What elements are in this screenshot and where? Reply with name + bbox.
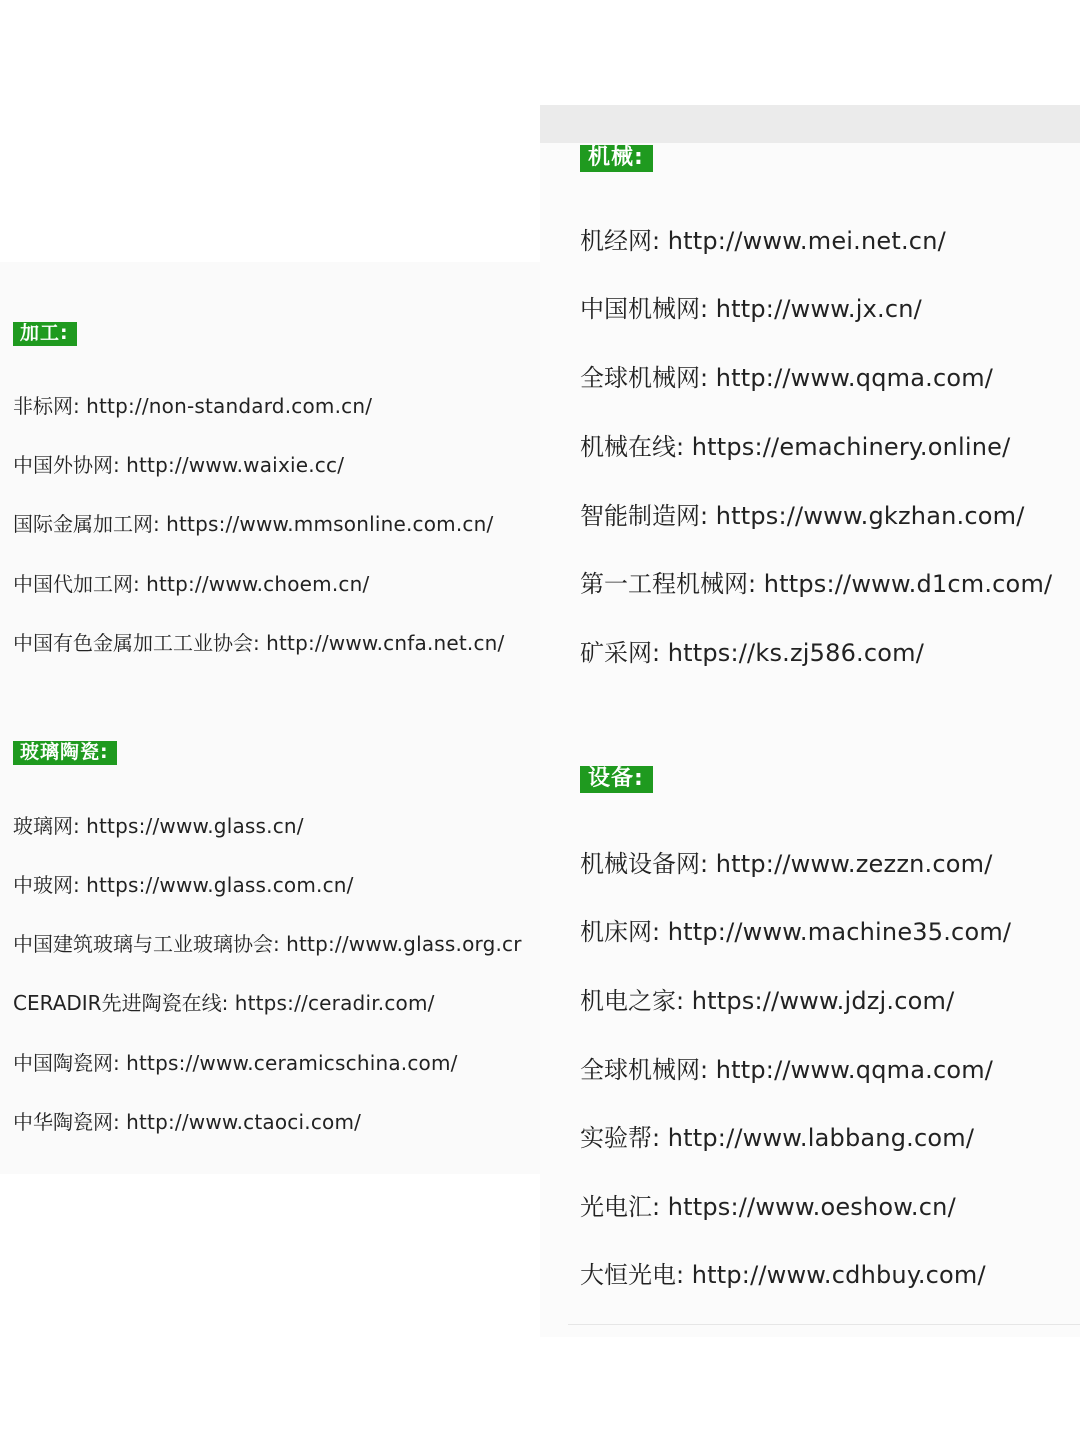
separator: : [113,1110,127,1134]
site-name: 中国外协网 [13,453,113,477]
site-url[interactable]: http://www.qqma.com/ [715,1056,994,1084]
site-url[interactable]: https://ceradir.com/ [234,991,435,1015]
site-name: 非标网 [13,394,73,418]
site-url[interactable]: http://www.cdhbuy.com/ [691,1261,986,1289]
site-url[interactable]: https://www.mmsonline.com.cn/ [166,512,494,536]
site-name: 实验帮 [580,1124,652,1152]
site-url[interactable]: https://www.ceramicschina.com/ [126,1051,458,1075]
site-url[interactable]: http://non-standard.com.cn/ [86,394,373,418]
heading-glass-ceramics: 玻璃陶瓷: [13,741,117,765]
site-name: 国际金属加工网 [13,512,153,536]
bottom-divider [568,1324,1080,1325]
site-name: 中华陶瓷网 [13,1110,113,1134]
site-url[interactable]: https://www.glass.com.cn/ [86,873,354,897]
list-item [13,993,435,1013]
separator: : [700,502,716,530]
site-url[interactable]: http://www.ctaoci.com/ [126,1110,362,1134]
list-item [13,455,344,475]
site-url[interactable]: https://emachinery.online/ [691,433,1011,461]
heading-processing: 加工: [13,322,77,346]
separator: : [748,570,764,598]
site-name: 中国机械网 [580,295,700,323]
list-item [580,366,993,390]
separator: : [676,433,692,461]
site-name: 机电之家 [580,987,676,1015]
site-url[interactable]: http://www.zezzn.com/ [715,850,993,878]
site-name: 矿采网 [580,639,652,667]
separator: : [133,572,147,596]
separator: : [700,850,716,878]
list-item [580,1263,986,1287]
list-item [13,514,493,534]
site-url[interactable]: https://ks.zj586.com/ [667,639,925,667]
list-item [13,396,372,416]
list-item [13,1053,458,1073]
site-name: 中国建筑玻璃与工业玻璃协会 [13,932,273,956]
separator: : [700,1056,716,1084]
separator: : [676,987,692,1015]
list-item [13,934,522,954]
site-url[interactable]: https://www.oeshow.cn/ [667,1193,956,1221]
list-item [580,297,922,321]
separator: : [113,1051,127,1075]
list-item [580,504,1025,528]
separator: : [73,814,87,838]
list-item [580,1058,993,1082]
site-name: 大恒光电 [580,1261,676,1289]
site-url[interactable]: http://www.machine35.com/ [667,918,1012,946]
site-name: 第一工程机械网 [580,570,748,598]
list-item [13,816,304,836]
separator: : [676,1261,692,1289]
site-url[interactable]: http://www.qqma.com/ [715,364,994,392]
list-item [580,435,1010,459]
site-name: 光电汇 [580,1193,652,1221]
separator: : [652,227,668,255]
site-url[interactable]: http://www.mei.net.cn/ [667,227,946,255]
site-name: 机床网 [580,918,652,946]
site-name: 中国代加工网 [13,572,133,596]
separator: : [652,639,668,667]
site-name: 机械设备网 [580,850,700,878]
list-item [580,229,946,253]
site-name: 玻璃网 [13,814,73,838]
list-item [580,920,1011,944]
site-name: 中国有色金属加工工业协会 [13,631,253,655]
separator: : [652,1124,668,1152]
list-item [13,875,354,895]
list-item [580,852,993,876]
site-url[interactable]: http://www.glass.org.cr [286,932,522,956]
site-url[interactable]: https://www.glass.cn/ [86,814,304,838]
site-name: 中玻网 [13,873,73,897]
site-name: 全球机械网 [580,1056,700,1084]
separator: : [73,394,87,418]
site-url[interactable]: https://www.jdzj.com/ [691,987,955,1015]
list-item [580,1126,974,1150]
list-item [13,633,505,653]
site-name: 中国陶瓷网 [13,1051,113,1075]
site-url[interactable]: https://www.d1cm.com/ [763,570,1053,598]
site-url[interactable]: https://www.gkzhan.com/ [715,502,1025,530]
separator: : [113,453,127,477]
list-item [580,989,954,1013]
site-name: CERADIR先进陶瓷在线 [13,991,222,1015]
right-panel [540,105,1080,1337]
site-name: 智能制造网 [580,502,700,530]
separator: : [652,1193,668,1221]
site-url[interactable]: http://www.jx.cn/ [715,295,922,323]
separator: : [700,364,716,392]
top-bar [540,105,1080,143]
separator: : [221,991,235,1015]
list-item [580,641,924,665]
site-url[interactable]: http://www.labbang.com/ [667,1124,975,1152]
site-name: 机械在线 [580,433,676,461]
separator: : [273,932,287,956]
separator: : [73,873,87,897]
separator: : [153,512,167,536]
site-name: 机经网 [580,227,652,255]
heading-machinery: 机械: [580,145,653,172]
list-item [13,1112,361,1132]
separator: : [652,918,668,946]
separator: : [700,295,716,323]
separator: : [253,631,267,655]
list-item [580,1195,956,1219]
heading-equipment: 设备: [580,766,653,793]
site-name: 全球机械网 [580,364,700,392]
site-url[interactable]: http://www.choem.cn/ [146,572,370,596]
left-panel [0,262,540,1174]
site-url[interactable]: http://www.cnfa.net.cn/ [266,631,505,655]
list-item [13,574,369,594]
site-url[interactable]: http://www.waixie.cc/ [126,453,345,477]
list-item [580,572,1052,596]
